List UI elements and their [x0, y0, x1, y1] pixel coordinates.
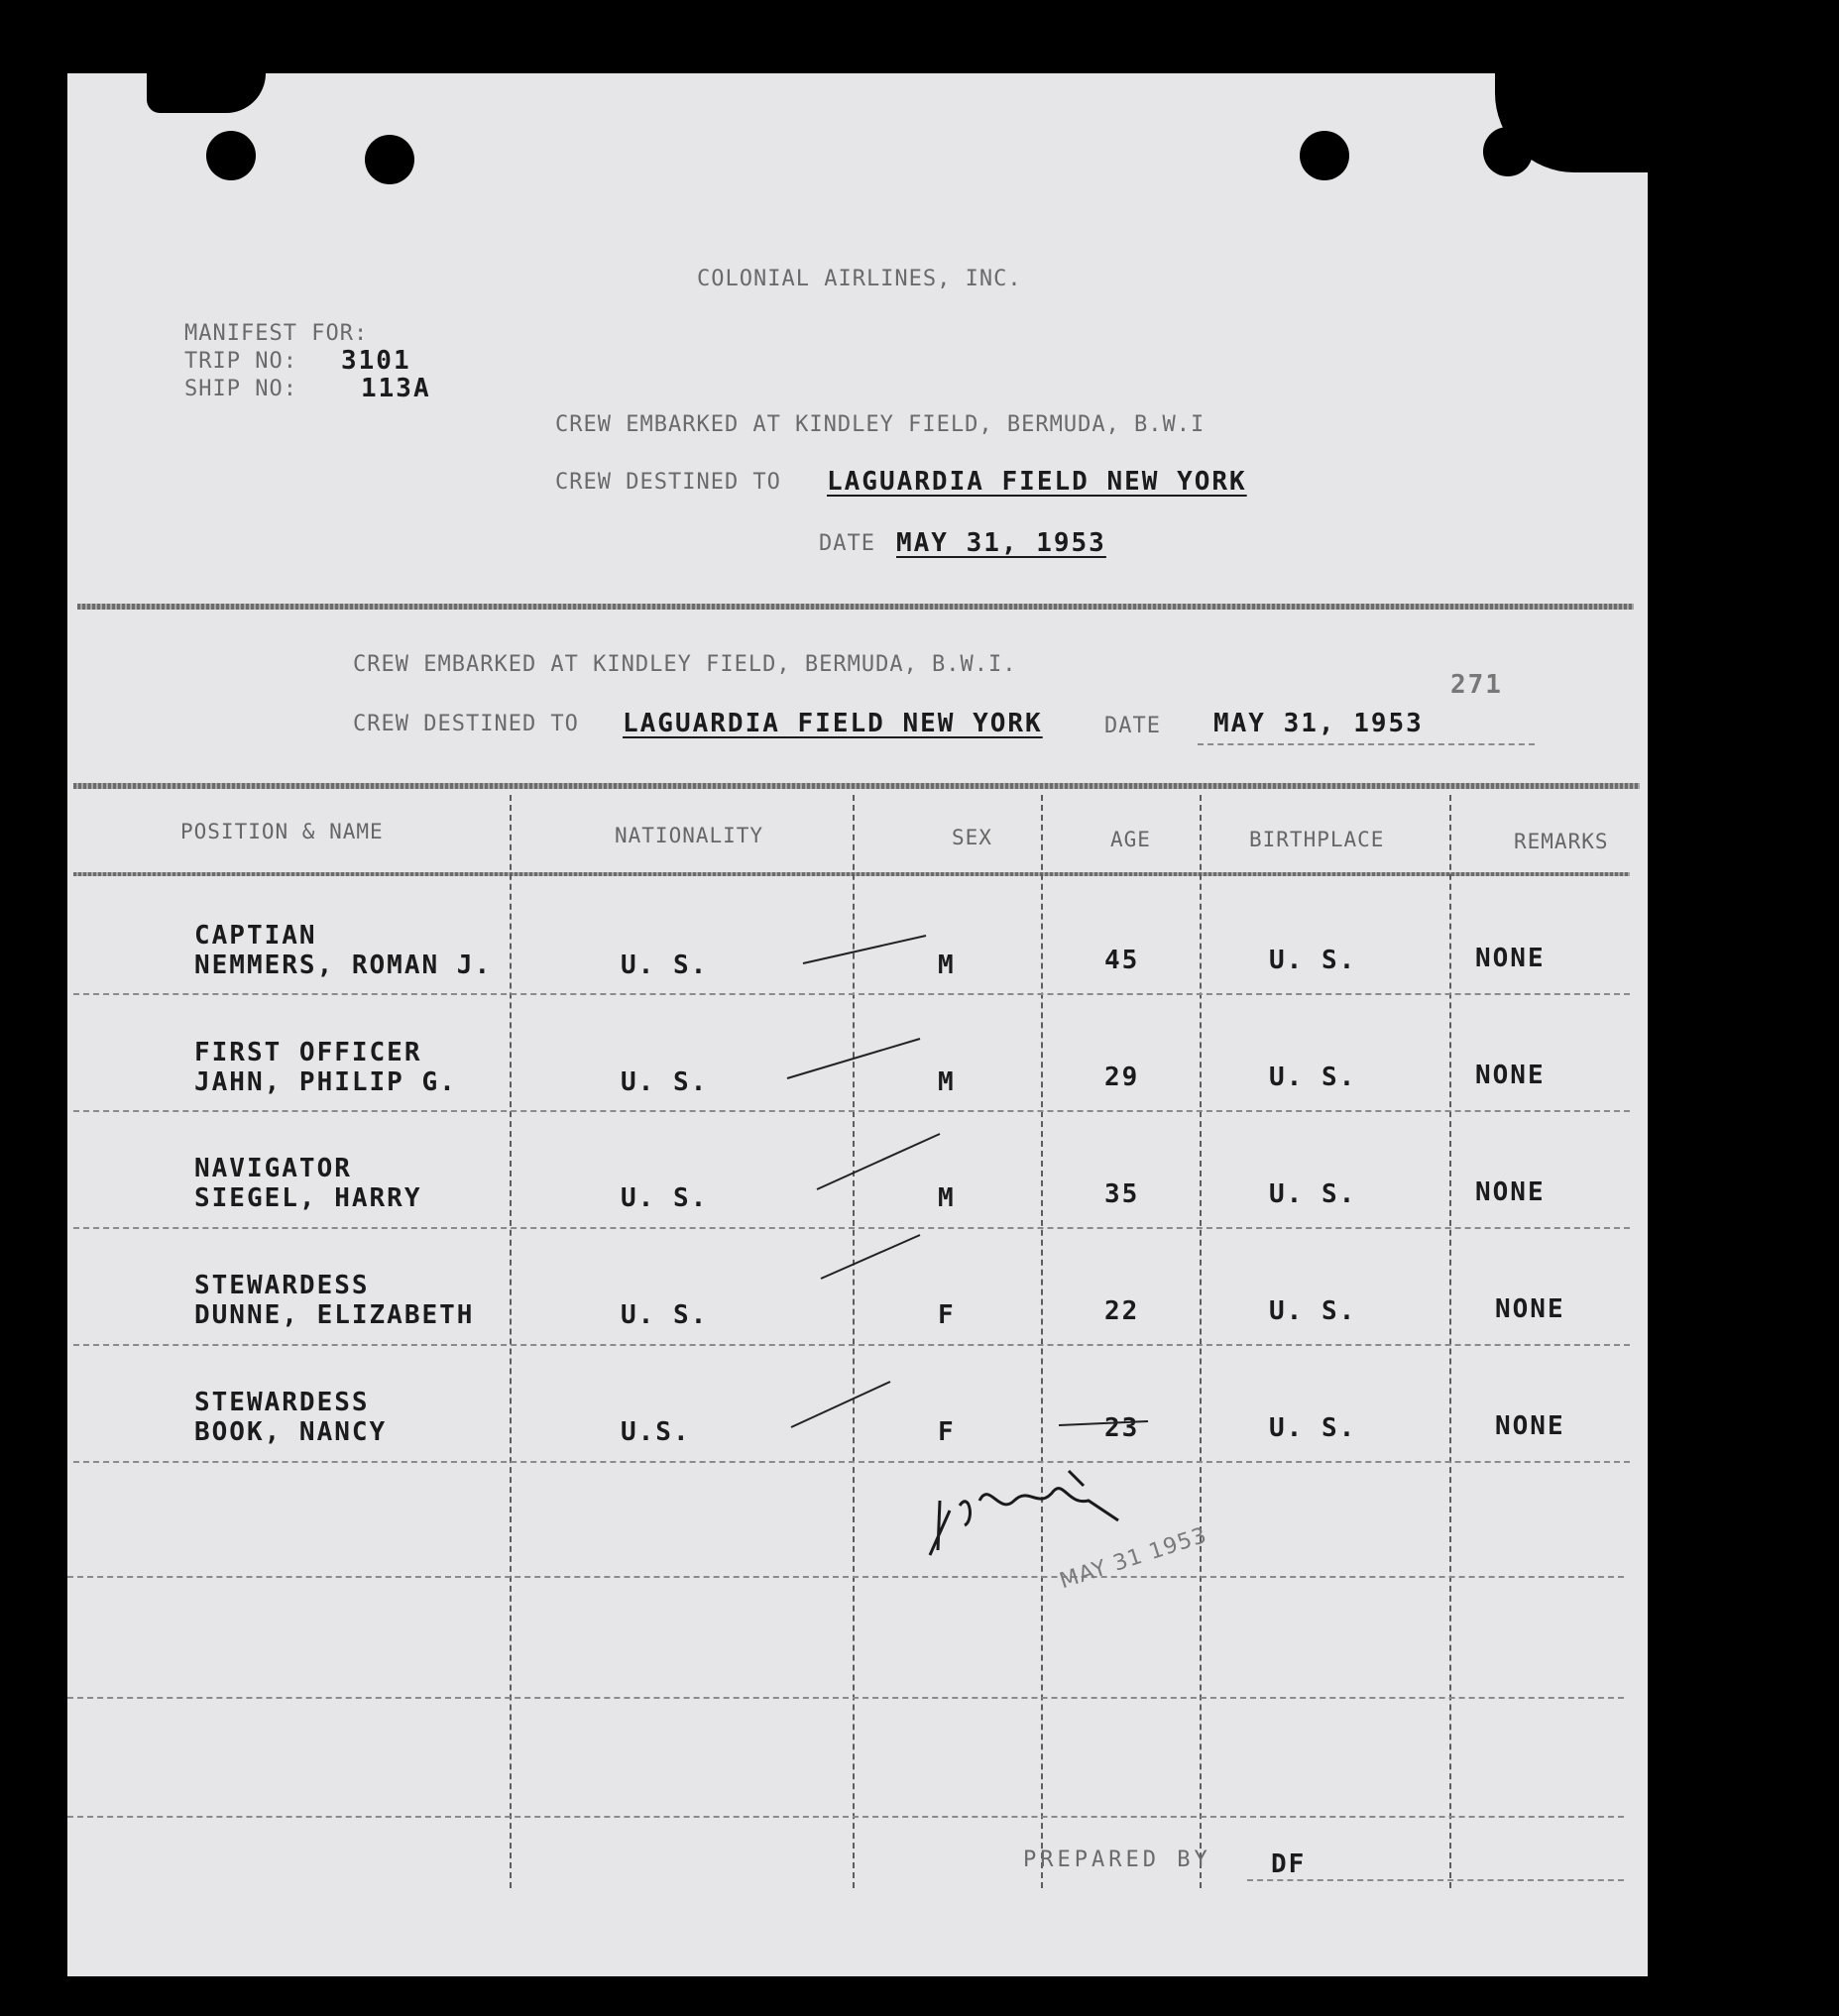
row-age: 22 — [1104, 1296, 1140, 1326]
manifest-for-label: MANIFEST FOR: — [184, 321, 369, 346]
col-header-position: POSITION & NAME — [180, 820, 384, 843]
check-mark — [803, 936, 926, 963]
row-sex: M — [938, 1067, 956, 1097]
row-divider — [67, 1697, 1624, 1699]
row-name: NEMMERS, ROMAN J. — [194, 951, 493, 980]
row-birthplace: U. S. — [1269, 1179, 1357, 1209]
row-nationality: U. S. — [621, 1067, 709, 1097]
row-age: 45 — [1104, 946, 1140, 975]
row-name: SIEGEL, HARRY — [194, 1183, 422, 1213]
check-mark — [817, 1134, 940, 1189]
row-name: BOOK, NANCY — [194, 1417, 388, 1447]
check-mark — [787, 1039, 920, 1078]
date-value-2: MAY 31, 1953 — [1213, 709, 1424, 738]
ship-no-value: 113A — [361, 374, 431, 403]
trip-no-value: 3101 — [341, 346, 411, 376]
row-nationality: U. S. — [621, 1183, 709, 1213]
row-remarks: NONE — [1475, 944, 1546, 973]
row-sex: F — [938, 1300, 956, 1330]
embarked-line: CREW EMBARKED AT KINDLEY FIELD, BERMUDA, B.W.I — [555, 412, 1206, 437]
row-remarks: NONE — [1475, 1061, 1546, 1090]
col-header-age: AGE — [1110, 828, 1151, 851]
row-nationality: U. S. — [621, 1300, 709, 1330]
row-divider — [67, 1816, 1624, 1818]
age-strike — [1059, 1421, 1148, 1425]
col-header-nationality: NATIONALITY — [615, 824, 764, 847]
embarked-line-2: CREW EMBARKED AT KINDLEY FIELD, BERMUDA, B.W.I. — [353, 652, 1017, 677]
row-sex: M — [938, 951, 956, 980]
row-age: 35 — [1104, 1179, 1140, 1209]
row-divider — [67, 1576, 1624, 1578]
check-mark — [821, 1235, 920, 1279]
row-age: 23 — [1104, 1413, 1140, 1443]
row-name: JAHN, PHILIP G. — [194, 1067, 457, 1097]
col-header-sex: SEX — [952, 826, 992, 849]
col-header-remarks: REMARKS — [1514, 830, 1609, 853]
row-remarks: NONE — [1495, 1294, 1565, 1324]
row-remarks: NONE — [1495, 1411, 1565, 1441]
destined-label-2: CREW DESTINED TO — [353, 712, 579, 736]
row-birthplace: U. S. — [1269, 1413, 1357, 1443]
company-name: COLONIAL AIRLINES, INC. — [697, 267, 1022, 291]
row-name: DUNNE, ELIZABETH — [194, 1300, 475, 1330]
destined-label: CREW DESTINED TO — [555, 470, 781, 495]
row-position: FIRST OFFICER — [194, 1038, 422, 1067]
page-number: 271 — [1450, 670, 1503, 700]
row-birthplace: U. S. — [1269, 1063, 1357, 1092]
row-remarks: NONE — [1475, 1177, 1546, 1207]
prepared-by-label: PREPARED BY — [1023, 1848, 1211, 1872]
trip-no-label: TRIP NO: — [184, 349, 297, 374]
row-birthplace: U. S. — [1269, 946, 1357, 975]
row-position: NAVIGATOR — [194, 1154, 352, 1183]
prepared-by-underline — [1247, 1879, 1624, 1881]
row-nationality: U.S. — [621, 1417, 691, 1447]
row-sex: M — [938, 1183, 956, 1213]
check-marks — [67, 73, 1648, 1560]
date-label-2: DATE — [1104, 714, 1161, 738]
row-position: STEWARDESS — [194, 1271, 370, 1300]
row-birthplace: U. S. — [1269, 1296, 1357, 1326]
row-age: 29 — [1104, 1063, 1140, 1092]
row-position: CAPTIAN — [194, 921, 317, 951]
destination-value-2: LAGUARDIA FIELD NEW YORK — [623, 709, 1043, 738]
received-date-stamp: MAY 31 1953 — [1056, 1522, 1210, 1595]
prepared-by-value: DF — [1271, 1849, 1307, 1879]
row-nationality: U. S. — [621, 951, 709, 980]
row-sex: F — [938, 1417, 956, 1447]
col-header-birthplace: BIRTHPLACE — [1249, 828, 1385, 851]
destination-value: LAGUARDIA FIELD NEW YORK — [827, 467, 1247, 497]
manifest-page — [67, 73, 1648, 1976]
row-position: STEWARDESS — [194, 1388, 370, 1417]
date-value: MAY 31, 1953 — [896, 528, 1106, 558]
ship-no-label: SHIP NO: — [184, 377, 297, 401]
handwritten-signature — [920, 1431, 1148, 1570]
check-mark — [791, 1382, 890, 1427]
date-label: DATE — [819, 531, 875, 556]
